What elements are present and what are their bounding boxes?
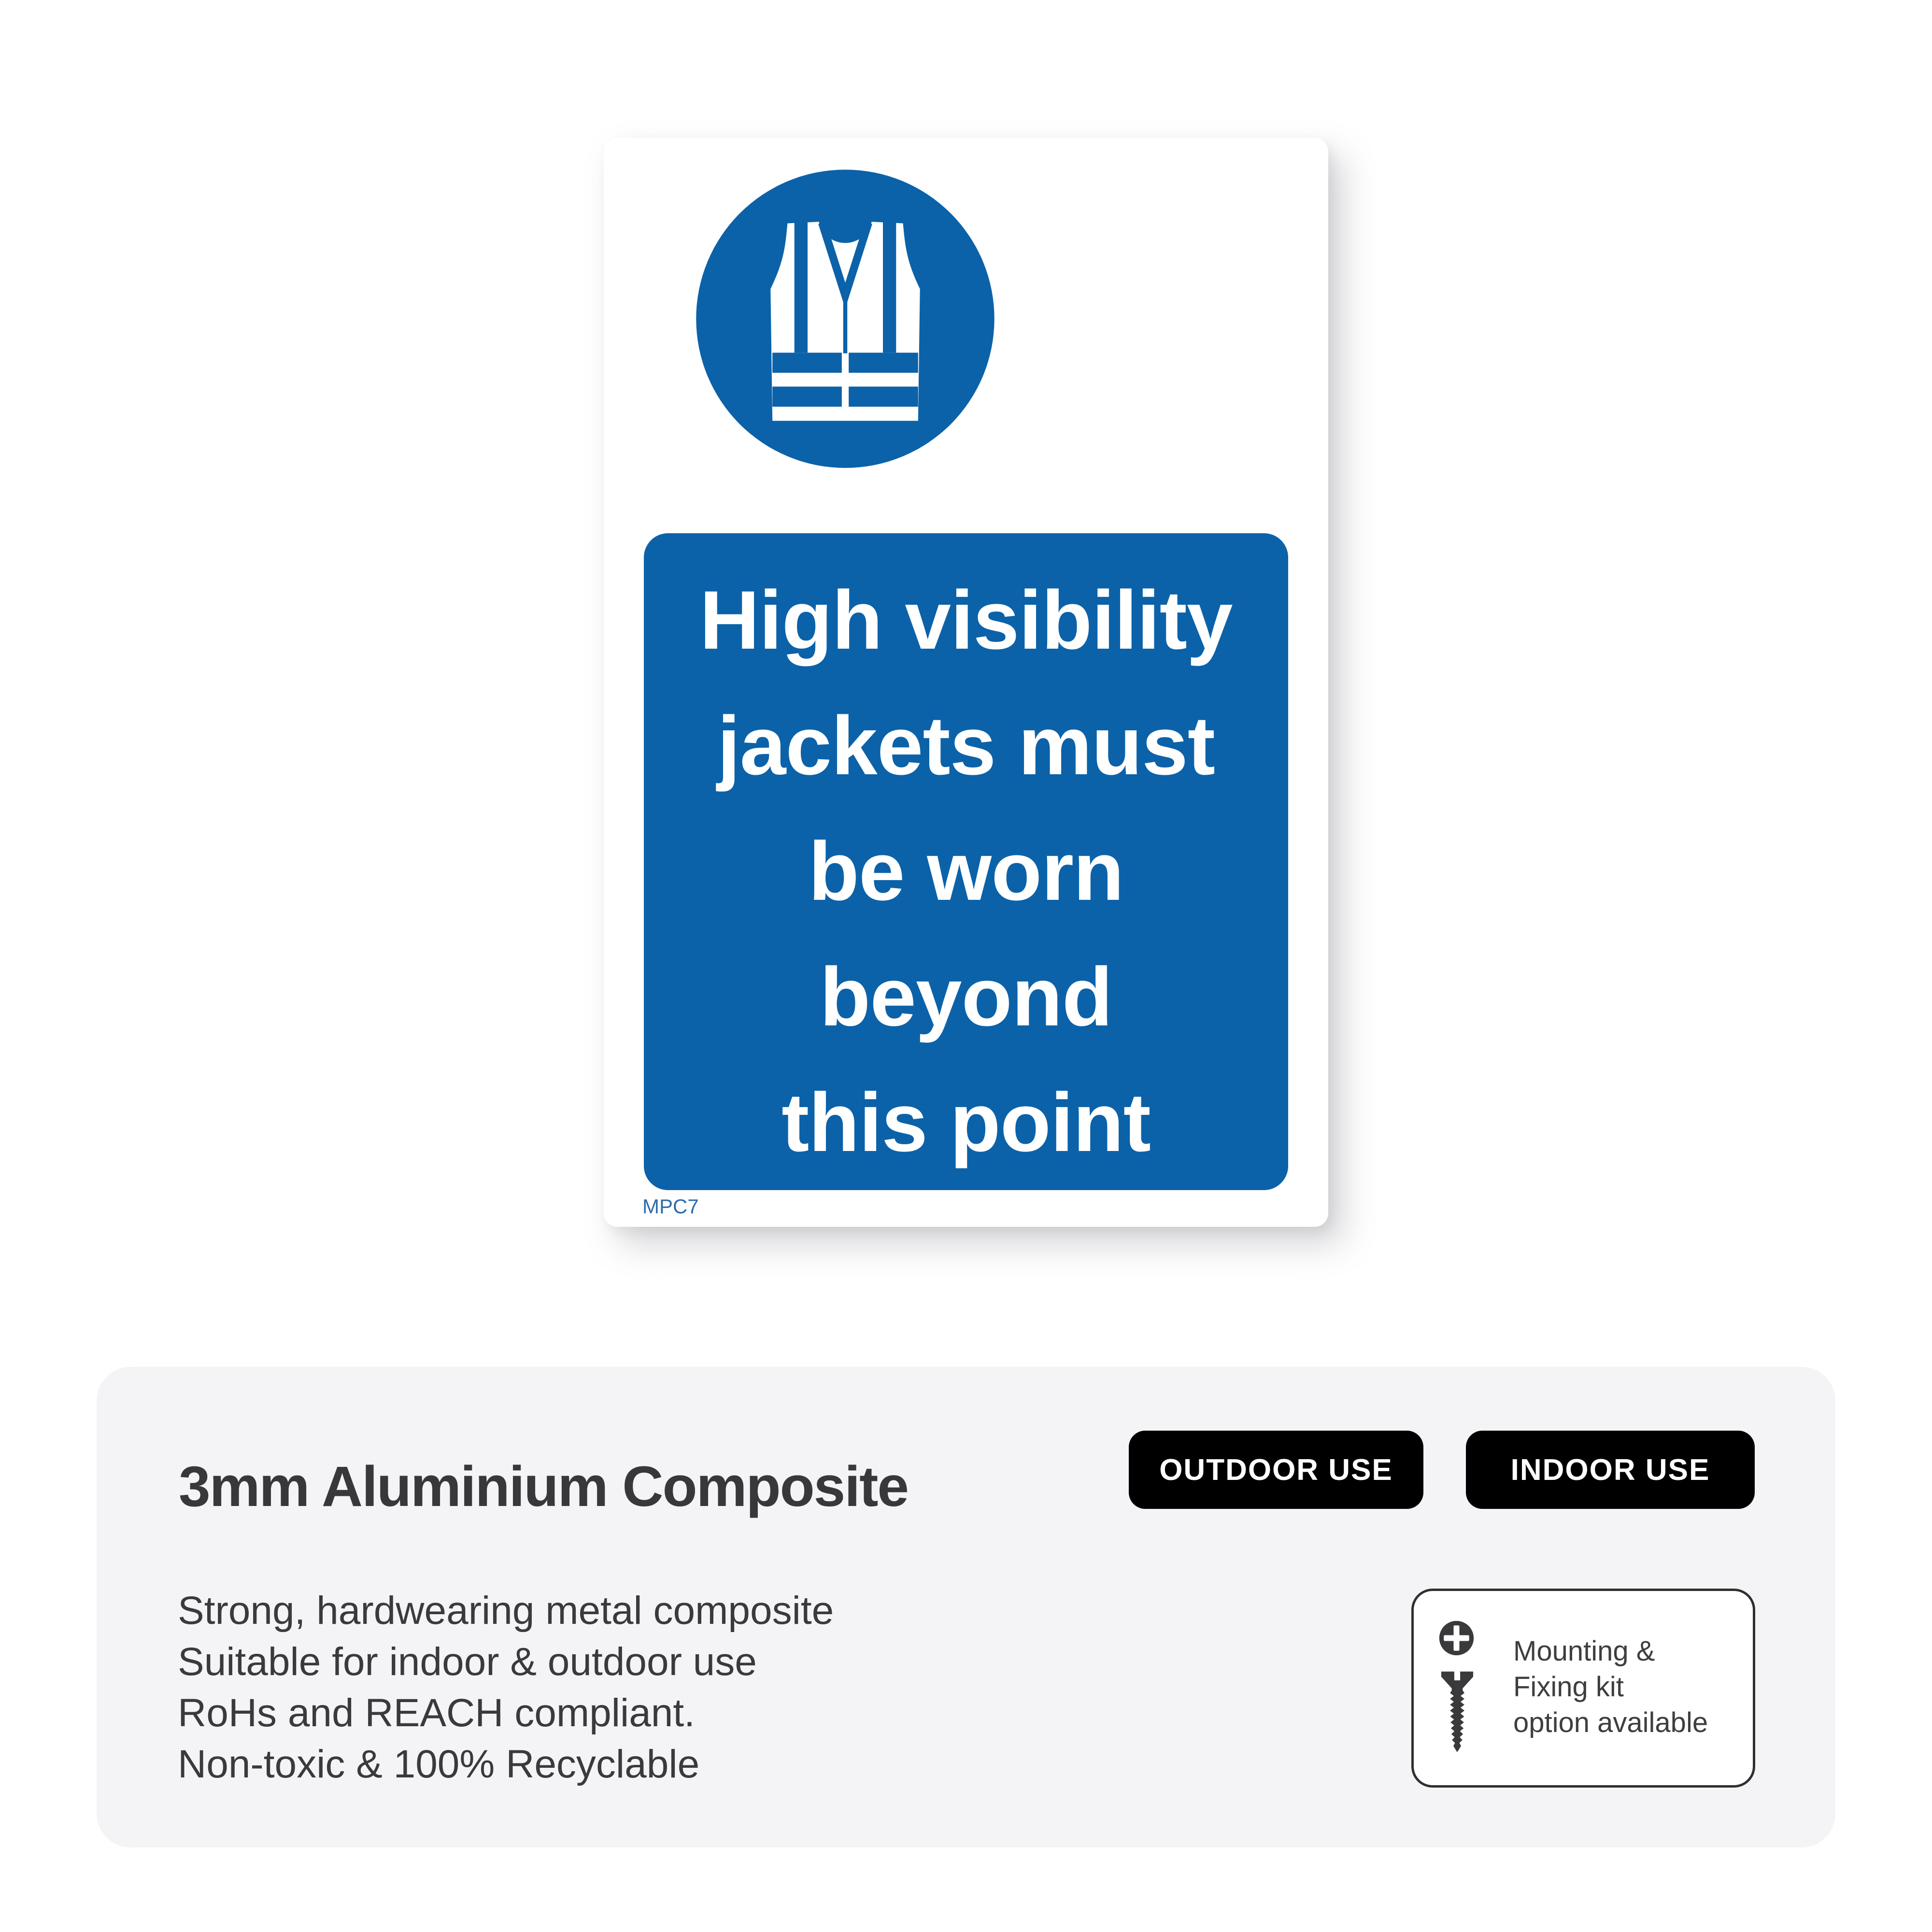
feature-item: RoHs and REACH compliant. [178, 1691, 695, 1735]
sign-product-code: MPC7 [642, 1195, 699, 1218]
sign-text-line: be worn [808, 825, 1124, 918]
outdoor-use-label: OUTDOOR USE [1159, 1453, 1393, 1487]
fixing-kit-line: Fixing kit [1513, 1671, 1624, 1703]
sign-text-line: High visibility [699, 574, 1233, 667]
feature-item: Suitable for indoor & outdoor use [178, 1640, 757, 1684]
sign-text-panel [644, 533, 1288, 1190]
indoor-use-label: INDOOR USE [1510, 1453, 1710, 1487]
sign-card [604, 138, 1328, 1227]
sign-text-line: this point [781, 1076, 1151, 1169]
fixing-kit-line: Mounting & [1513, 1635, 1655, 1667]
phillips-screw-head-icon [1438, 1620, 1475, 1656]
feature-item: Non-toxic & 100% Recyclable [178, 1742, 700, 1786]
fixing-kit-line: option available [1513, 1707, 1708, 1738]
screw-icon [1440, 1671, 1474, 1755]
material-title: 3mm Aluminium Composite [179, 1455, 909, 1519]
fixing-kit-card [1411, 1589, 1755, 1788]
product-info-panel [97, 1367, 1835, 1847]
fixing-kit-text [1513, 1634, 1708, 1741]
indoor-use-badge [1466, 1431, 1755, 1509]
hi-vis-vest-icon [688, 162, 1002, 476]
sign-text-line: beyond [820, 951, 1112, 1043]
feature-item: Strong, hardwearing metal composite [178, 1589, 834, 1633]
feature-list [178, 1585, 834, 1790]
outdoor-use-badge [1129, 1431, 1423, 1509]
sign-text-line: jackets must [717, 699, 1215, 792]
